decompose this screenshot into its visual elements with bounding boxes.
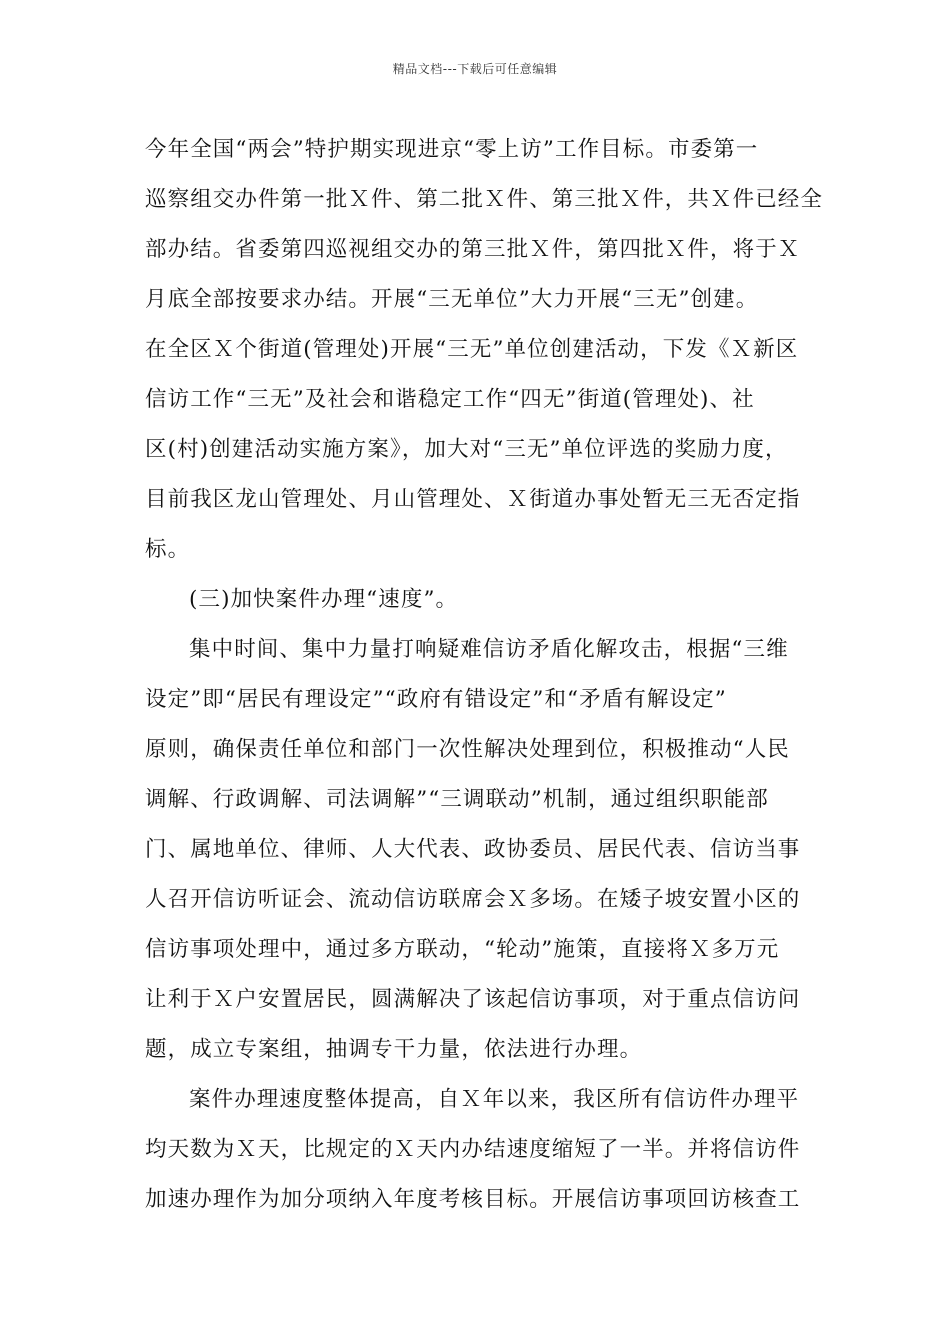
text-line: 今年全国“两会”特护期实现进京“零上访”工作目标。市委第一 (145, 137, 759, 162)
text-line: 均天数为Ｘ天，比规定的Ｘ天内办结速度缩短了一半。并将信访件 (145, 1137, 801, 1162)
text-line: 巡察组交办件第一批Ｘ件、第二批Ｘ件、第三批Ｘ件，共Ｘ件已经全 (145, 187, 824, 212)
text-line: 原则，确保责任单位和部门一次性解决处理到位，积极推动“人民 (145, 737, 790, 762)
text-line: 信访事项处理中，通过多方联动，“轮动”施策，直接将Ｘ多万元 (145, 937, 780, 962)
text-line: 区(村)创建活动实施方案》，加大对“三无”单位评选的奖励力度， (145, 437, 788, 462)
text-line: 调解、行政调解、司法调解”“三调联动”机制，通过组织职能部 (145, 787, 769, 812)
paragraph-start-line: 集中时间、集中力量打响疑难信访矛盾化解攻击，根据“三维 (189, 637, 789, 662)
text-line: 人召开信访听证会、流动信访联席会Ｘ多场。在矮子坡安置小区的 (145, 887, 801, 912)
text-line: 设定”即“居民有理设定”“政府有错设定”和“矛盾有解设定” (145, 687, 727, 712)
text-line: 标。 (145, 537, 191, 562)
section-heading: (三)加快案件办理“速度”。 (189, 587, 459, 612)
text-line: 题，成立专案组，抽调专干力量，依法进行办理。 (145, 1037, 643, 1062)
document-body (145, 125, 825, 1225)
paragraph-start-line: 案件办理速度整体提高，自Ｘ年以来，我区所有信访件办理平 (189, 1087, 800, 1112)
text-line: 加速办理作为加分项纳入年度考核目标。开展信访事项回访核查工 (145, 1187, 801, 1212)
text-line: 在全区Ｘ个街道(管理处)开展“三无”单位创建活动，下发《Ｘ新区 (145, 337, 799, 362)
text-line: 目前我区龙山管理处、月山管理处、Ｘ街道办事处暂无三无否定指 (145, 487, 801, 512)
text-line: 让利于Ｘ户安置居民，圆满解决了该起信访事项，对于重点信访问 (145, 987, 801, 1012)
text-line: 月底全部按要求办结。开展“三无单位”大力开展“三无”创建。 (145, 287, 759, 312)
text-line: 信访工作“三无”及社会和谐稳定工作“四无”街道(管理处)、社 (145, 387, 755, 412)
text-line: 部办结。省委第四巡视组交办的第三批Ｘ件，第四批Ｘ件，将于Ｘ (145, 237, 801, 262)
page-header: 精品文档---下载后可任意编辑 (392, 62, 558, 76)
text-line: 门、属地单位、律师、人大代表、政协委员、居民代表、信访当事 (145, 837, 801, 862)
